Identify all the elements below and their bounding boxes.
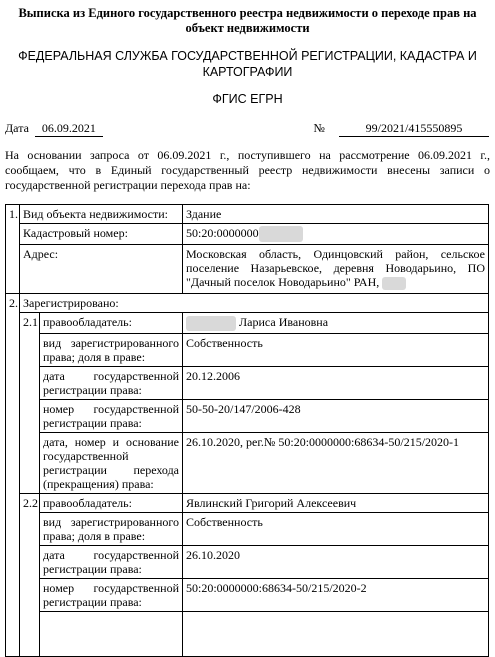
holder-number: 2.2 — [20, 494, 40, 657]
right-type-value: Собственность — [183, 334, 489, 367]
table-row — [6, 367, 489, 400]
basis-value: 26.10.2020, рег.№ 50:20:0000000:68634-50/215/2020-1 — [183, 433, 489, 494]
table-row — [6, 294, 489, 313]
reg-date-label: дата государственной регистрации права: — [40, 367, 183, 400]
object-type-value: Здание — [183, 205, 489, 224]
system-name: ФГИС ЕГРН — [212, 92, 283, 106]
document-title: Выписка из Единого государственного реестра недвижимости о переходе прав на объект недвижимости — [18, 6, 477, 35]
table-row — [6, 245, 489, 294]
document-number: 99/2021/415550895 — [339, 121, 489, 137]
holder-label: правообладатель: — [40, 494, 183, 513]
empty-cell — [183, 612, 489, 657]
basis-label: дата, номер и основание государственной регистрации перехода (прекращения) права: — [40, 433, 183, 494]
records-table — [5, 204, 489, 657]
date-value: 06.09.2021 — [35, 121, 103, 137]
reg-number-value: 50-50-20/147/2006-428 — [183, 400, 489, 433]
reg-date-label: дата государственной регистрации права: — [40, 546, 183, 579]
registered-label: Зарегистрировано: — [20, 294, 489, 313]
object-type-label: Вид объекта недвижимости: — [20, 205, 183, 224]
redaction-mark — [382, 277, 406, 290]
reg-number-value: 50:20:0000000:68634-50/215/2020-2 — [183, 579, 489, 612]
table-row — [6, 513, 489, 546]
table-row — [6, 433, 489, 494]
cadastral-value: 50:20:0000000 — [186, 226, 259, 240]
table-row — [6, 612, 489, 657]
redaction-mark — [186, 316, 236, 331]
table-row — [6, 313, 489, 334]
reg-number-label: номер государственной регистрации права: — [40, 400, 183, 433]
section-number: 1. — [6, 205, 20, 294]
section-number: 2. — [6, 294, 20, 657]
reg-date-value: 20.12.2006 — [183, 367, 489, 400]
empty-cell — [40, 612, 183, 657]
table-row — [6, 205, 489, 224]
reg-date-value: 26.10.2020 — [183, 546, 489, 579]
reg-number-label: номер государственной регистрации права: — [40, 579, 183, 612]
cadastral-label: Кадастровый номер: — [20, 224, 183, 245]
document-meta — [5, 121, 490, 137]
table-row — [6, 334, 489, 367]
table-row — [6, 400, 489, 433]
right-type-label: вид зарегистрированного права; доля в праве: — [40, 513, 183, 546]
holder-value: Явлинский Григорий Алексеевич — [183, 494, 489, 513]
holder-value: Лариса Ивановна — [239, 315, 329, 330]
address-value: Московская область, Одинцовский район, сельское поселение Назарьевское, деревня Новодарьино, ПО "Дачный поселок Новодарьино" РАН, — [186, 247, 485, 290]
date-label: Дата — [5, 121, 29, 135]
agency-name: ФЕДЕРАЛЬНАЯ СЛУЖБА ГОСУДАРСТВЕННОЙ РЕГИСТРАЦИИ, КАДАСТРА И КАРТОГРАФИИ — [18, 49, 477, 79]
table-row — [6, 494, 489, 513]
right-type-label: вид зарегистрированного права; доля в праве: — [40, 334, 183, 367]
table-row — [6, 546, 489, 579]
address-label: Адрес: — [20, 245, 183, 294]
table-row — [6, 224, 489, 245]
holder-label: правообладатель: — [40, 313, 183, 334]
intro-paragraph: На основании запроса от 06.09.2021 г., поступившего на рассмотрение 06.09.2021 г., сообщаем, что в Единый государственный реестр недвижимости внесены записи о государственной регистрации перехода прав на: — [5, 148, 490, 192]
address-cell — [183, 245, 489, 294]
holder-cell — [183, 313, 489, 334]
number-sign: № — [313, 121, 325, 135]
holder-number: 2.1 — [20, 313, 40, 494]
right-type-value: Собственность — [183, 513, 489, 546]
redaction-mark — [259, 226, 303, 242]
table-row — [6, 579, 489, 612]
cadastral-cell — [183, 224, 489, 245]
